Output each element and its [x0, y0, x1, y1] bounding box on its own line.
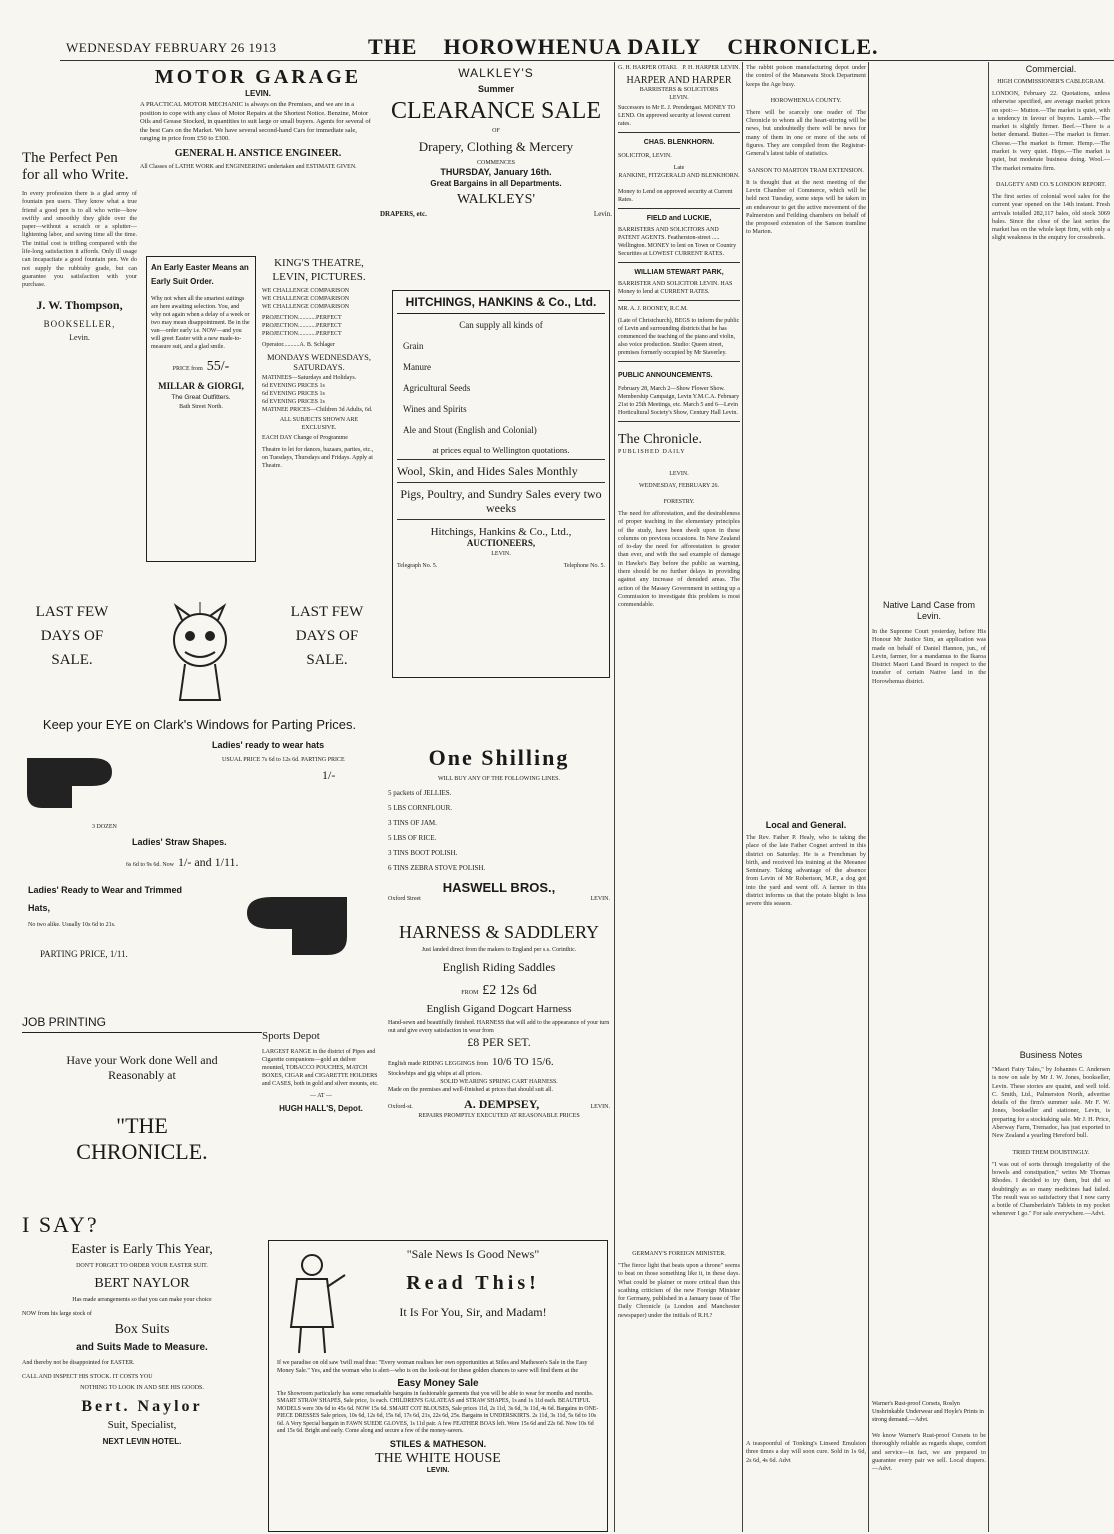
- harper-header-right: P. H. HARPER LEVIN.: [682, 65, 740, 71]
- harness-made: Made on the premises and well-finished at prices that should suit all.: [388, 1087, 553, 1093]
- garage-title: MOTOR GARAGE: [154, 66, 362, 88]
- garage-place: LEVIN.: [245, 89, 271, 98]
- business-notes-column: [992, 1050, 1110, 1532]
- garage-body: A PRACTICAL MOTOR MECHANIC is always on the Premises, and we are in a position to cope with any class of Motor Repairs at the Shortest Notice. Benzine, Motor Oils and Grease Stocked, in quantities to suit large or small buyers. Agents for several of the best Cars on the Market. We have several second-hand Cars for immediate sale, ranging in price from £50 to £300.: [140, 101, 371, 143]
- harness-signature: [388, 1097, 610, 1112]
- harness-leggings: English made RIDING LEGGINGS from: [388, 1061, 488, 1067]
- doubting-title: TRIED THEM DOUBTINGLY.: [1012, 1149, 1090, 1156]
- isay-title: I SAY?: [22, 1212, 99, 1237]
- motor-garage-ad: [140, 66, 376, 238]
- theatre-matinee-prices: MATINEE PRICES—Children 3d Adults, 6d.: [262, 407, 373, 413]
- wh-firm: STILES & MATHESON.: [389, 1439, 487, 1450]
- hitchings-item: Manure: [403, 362, 431, 372]
- hitchings-item: Agricultural Seeds: [403, 383, 471, 393]
- isay-arrangements: Has made arrangements so that you can make your choice: [72, 1297, 212, 1303]
- town-crier-illustration: [277, 1247, 347, 1357]
- chronicle-masthead-title: The Chronicle.: [618, 432, 702, 447]
- isay-suit: Suit, Specialist,: [107, 1419, 177, 1431]
- theatre-price: 6d EVENING PRICES 1s: [262, 399, 325, 405]
- theatre-projection: PROJECTION............PERFECT: [262, 315, 342, 321]
- isay-sign: Bert. Naylor: [81, 1398, 203, 1415]
- clarks-straw-now: 1/- and 1/11.: [178, 855, 239, 869]
- isay-name: BERT NAYLOR: [94, 1276, 190, 1291]
- isay-measure: and Suits Made to Measure.: [76, 1342, 208, 1353]
- theatre-price: 6d EVENING PRICES 1s: [262, 383, 325, 389]
- chronicle-masthead-place: LEVIN.: [669, 471, 689, 477]
- clearance-bargains: Great Bargains in all Departments.: [430, 179, 562, 188]
- isay-next: NEXT LEVIN HOTEL.: [102, 1437, 182, 1446]
- hitchings-telegraph: Telegraph No. 5.: [397, 563, 438, 569]
- clearance-goods: Drapery, Clothing & Mercery: [418, 139, 574, 154]
- business-notes-body: "Maori Fairy Tales," by Johannes C. Andersen is now on sale by Mr J. W. Jones, bookseller, Levin. These stories are quaint, and well told. C. Smith, Ltd., Palmerston North, advertise details of the firm's summer sale. Mr F. W. Jones, bookseller and stationer, Levin, is preparing for a stocktaking sale. Mr J. H. Price, Aberway Farm, Tremadoc, has just exported to New Zealand a yearling Hereford bull.: [992, 1066, 1110, 1140]
- title-name: HOROWHENUA DAILY: [443, 34, 702, 59]
- commercial-column: [992, 64, 1110, 684]
- harness-leggings-line: [388, 1052, 610, 1070]
- theatre-comparison: WE CHALLENGE COMPARISON: [262, 288, 350, 294]
- white-house-top: [277, 1247, 599, 1357]
- field-body: BARRISTERS AND SOLICITORS AND PATENT AGENTS. Featherston-street ..... Wellington. MONEY to lent on Town or Country Securities at LOWEST CURRENT RATES.: [618, 227, 737, 257]
- easter-suit-ad: [146, 256, 256, 562]
- clarks-dozen: 3 DOZEN: [92, 824, 117, 830]
- announcements-body: February 28, March 2—Show Flower Show. Membership Campaign, Levin Y.M.C.A. February 21st to 25th Meetings, etc. March 5 and 6—Levin Horticultural Society's Show, Century Hall Levin.: [618, 386, 740, 416]
- title-chronicle: CHRONICLE.: [727, 34, 879, 59]
- announcements-title: PUBLIC ANNOUNCEMENTS.: [618, 372, 713, 379]
- clearance-town: Levin.: [593, 210, 612, 218]
- shilling-title: One Shilling: [428, 745, 570, 770]
- blenkhorn-late: Late: [673, 165, 685, 171]
- clearance-shop: WALKLEYS': [457, 192, 535, 207]
- isay-nothing: NOTHING TO LOOK IN AND SEE HIS GOODS.: [80, 1385, 204, 1391]
- harper-body: Successors to Mr E. J. Prendergast. MONEY TO LEND. On approved security at lowest current rates.: [618, 105, 736, 127]
- garage-proprietor: GENERAL H. ANSTICE ENGINEER.: [174, 147, 342, 159]
- title-the: THE: [368, 34, 418, 59]
- shilling-line: 3 TINS BOOT POLISH.: [388, 849, 458, 857]
- commercial-title: Commercial.: [1025, 64, 1077, 74]
- hitchings-supply: Can supply all kinds of: [459, 320, 543, 330]
- sports-depot-ad: [262, 1030, 380, 1180]
- isay-easter: Easter is Early This Year,: [71, 1242, 213, 1257]
- theatre-operator: Operator...........A. B. Schlager: [262, 342, 335, 348]
- theatre-days: MONDAYS WEDNESDAYS, SATURDAYS.: [266, 352, 372, 372]
- theatre-comparison: WE CHALLENGE COMPARISON: [262, 304, 350, 310]
- job-printing-title: JOB PRINTING: [22, 1015, 262, 1033]
- theatre-price: 6d EVENING PRICES 1s: [262, 391, 325, 397]
- kings-theatre-ad: [262, 256, 376, 571]
- dalgety-title: DALGETY AND CO.'S LONDON REPORT.: [995, 181, 1107, 188]
- theatre-projection: PROJECTION............PERFECT: [262, 323, 342, 329]
- one-shilling-ad: [388, 745, 610, 920]
- easter-price-line: [151, 357, 251, 375]
- column-rule: [988, 62, 989, 1532]
- harness-price-line: [388, 981, 610, 999]
- isay-box: Box Suits: [114, 1322, 170, 1337]
- clearance-commences: COMMENCES: [476, 160, 515, 166]
- easter-price-label: PRICE from: [172, 366, 203, 372]
- harness-body: Hand-sewn and beautifully finished. HARNESS that will add to the appearance of your turn out and give every satisfaction in wear from: [388, 1020, 610, 1034]
- wh-easy: Easy Money Sale: [397, 1378, 479, 1389]
- harness-intro: Just landed direct from the makers to England per s.s. Corinthic.: [421, 947, 577, 953]
- clarks-straw-line: [126, 853, 377, 871]
- garage-footer: All Classes of LATHE WORK and ENGINEERING undertaken and ESTIMATE GIVEN.: [140, 163, 357, 170]
- germany-title: GERMANY'S FOREIGN MINISTER.: [632, 1251, 726, 1257]
- blenkhorn-title: CHAS. BLENKHORN.: [643, 139, 715, 146]
- wh-read: Read This!: [406, 1272, 540, 1294]
- forestry-title: FORESTRY.: [663, 499, 695, 505]
- divider: [397, 459, 605, 460]
- harper-header-left: G. H. HARPER OTAKI.: [618, 65, 678, 71]
- wh-details: The Showroom particularly has some remarkable bargains in fashionable garments that you will be able to wear for months and months. SMART STRAW SHAPES, Sale price, 1s each. CHILDREN'S GALATEAS and STRAW SHAPES, 1s and 1s 11d each. BEAUTIFUL MODELS were 30s 6d to 45s 6d. NOW 15s 6d. SMART COT BLOUSES, Sale prices 11d, 2s 11d, 3s 6d, 3s 11d, 4s 6d. Bargains in ONE-PIECE DRESSES Sale prices, 10s 6d, 12s 6d, 15s 6d, 17s 6d, 21s, 22s 6d, 25s. Bargains in UNDERSKIRTS. 2s 11d, 3s 11d, 5s 6d to 10s 6d. A Very Special bargain in FAWN SUEDE GLOVES, 1s 11d pair. A few FEATHER BOAS left. Were 15s 6d and 22s 6d. Now 10s 6d and 15s 6d. Bright and early. Come along and secure a few of the money-savers.: [277, 1391, 599, 1435]
- shilling-line: 5 LBS CORNFLOUR.: [388, 804, 452, 812]
- local-general-title: Local and General.: [765, 820, 847, 830]
- divider: [397, 519, 605, 520]
- shilling-address: [388, 895, 610, 903]
- native-land-title: Native Land Case from Levin.: [882, 600, 976, 621]
- chronicle-masthead-sub: PUBLISHED DAILY: [618, 449, 686, 455]
- hitchings-ad: [392, 290, 610, 678]
- theatre-title: KING'S THEATRE, LEVIN, PICTURES.: [272, 257, 366, 283]
- blenkhorn-firm: RANKINE, FITZGERALD AND BLENKHORN.: [618, 173, 740, 179]
- theatre-matinees: MATINEES—Saturdays and Holidays.: [262, 375, 357, 381]
- hitchings-title: HITCHINGS, HANKINS & Co., Ltd.: [397, 295, 605, 314]
- divider: [618, 300, 740, 301]
- native-land-body: In the Supreme Court yesterday, before His Honour Mr Justice Sim, an application was made on behalf of Daniel Hannon, jun., of Levin, farmer, for a mandamus to the Ikaroa District Maori Land Board in respect to the transfer of certain Native land in the Horowhenua district.: [872, 628, 986, 685]
- harness-solid: SOLID WEARING SPRING CART HARNESS.: [440, 1079, 558, 1085]
- wh-town: LEVIN.: [426, 1467, 450, 1475]
- clarks-hats-row: [22, 738, 377, 823]
- clarks-sale-ad: [22, 600, 377, 995]
- harness-town: LEVIN.: [590, 1104, 610, 1110]
- column-rule: [742, 62, 743, 1532]
- shilling-subtitle: WILL BUY ANY OF THE FOLLOWING LINES.: [437, 776, 561, 782]
- cat-illustration: [140, 600, 260, 710]
- hitchings-item: Ale and Stout (English and Colonial): [403, 425, 537, 435]
- shilling-lines: [388, 786, 610, 876]
- sports-shop: HUGH HALL'S, Depot.: [279, 1104, 363, 1113]
- warner-text: Warner's Rust-proof Corsets, Roslyn Unshrinkable Underwear and Hoyle's Prints in strong demand.—Advt.: [872, 1401, 984, 1423]
- harness-from: FROM: [461, 990, 479, 996]
- shilling-line: 3 TINS OF JAM.: [388, 819, 437, 827]
- warner-text-2: We know Warner's Rust-proof Corsets to be thoroughly reliable as regards shape, comfort and service—in fact, we are prepared to guarantee every pair we sell. Local drapers.—Advt.: [872, 1432, 986, 1473]
- harness-ad: [388, 922, 610, 1122]
- bert-naylor-ad: [22, 1212, 262, 1532]
- pen-place: Levin.: [69, 332, 90, 342]
- local-general-body: The Rev. Father P. Healy, who is taking the place of the late Father Cognet arrived in this district on Saturday. He is a Frenchman by birth, and received his training at the Meeanee Seminary. Taking advantage of the absence from Levin of Mr Robertson, M.P., a dog got into the yard and went off. A farmer in this district informs us that the potato blight is less severe this season.: [746, 834, 866, 908]
- white-house-head: [347, 1247, 599, 1357]
- pen-seller: J. W. Thompson,: [36, 297, 123, 312]
- business-notes-title: Business Notes: [1019, 1050, 1083, 1060]
- clearance-of: OF: [492, 128, 500, 134]
- rooney-body: (Late of Christchurch), BEGS to inform the public of Levin and surrounding districts that he has commenced the teaching of the piano and violin, also voice production. Studio: Queen street, premises formerly occupied by Mr Staverley.: [618, 318, 740, 356]
- dalgety-body: The first series of colonial wool sales for the current year opened on the 14th instant. Fresh arrivals totalled 282,117 bales, old stock 3069 bales. Since the close of the last series the market has on the whole kept firm, with only a slight weakness in the enquiry for crossbreds.: [992, 192, 1110, 242]
- clearance-name: WALKLEY'S: [458, 66, 534, 80]
- shilling-line: 5 packets of JELLIES.: [388, 789, 452, 797]
- clarks-trimmed-note: No two alike. Usually 10s 6d to 21s.: [28, 922, 116, 928]
- hitchings-items: [397, 336, 605, 441]
- easter-tagline: The Great Outfitters.: [171, 394, 231, 401]
- job-printing-body: Have your Work done Well and Reasonably at: [66, 1053, 218, 1082]
- shilling-line: 6 TINS ZEBRA STOVE POLISH.: [388, 864, 486, 872]
- harness-dogcart: English Gigand Dogcart Harness: [426, 1003, 572, 1015]
- clearance-date: THURSDAY, January 16th.: [440, 167, 552, 177]
- job-printing-paper: "THE CHRONICLE.: [76, 1113, 208, 1164]
- pen-role: BOOKSELLER,: [43, 318, 116, 329]
- germany-article: [618, 1250, 740, 1532]
- hitchings-phones: [397, 562, 605, 570]
- blenkhorn-role: SOLICITOR, LEVIN.: [618, 153, 672, 159]
- sanson-body: It is thought that at the next meeting of the Levin Chamber of Commerce, which will be held next Tuesday, some steps will be taken in an endeavour to get the active movement of the Palmerston and Feilding chambers on behalf of the proposed extension of the Sanson tramline to Marton.: [746, 178, 866, 236]
- clearance-sale-ad: [380, 66, 612, 271]
- hitchings-item: Grain: [403, 341, 424, 351]
- sports-at: — AT —: [310, 1093, 332, 1099]
- hitchings-auctioneers: AUCTIONEERS,: [466, 538, 536, 548]
- harness-saddles: English Riding Saddles: [442, 960, 556, 974]
- clearance-title: CLEARANCE SALE: [391, 98, 601, 124]
- shilling-street: Oxford Street: [388, 896, 421, 902]
- chronicle-masthead-date: WEDNESDAY, FEBRUARY 26.: [638, 483, 720, 489]
- harness-title: HARNESS & SADDLERY: [398, 922, 600, 942]
- cable-title: HIGH COMMISSIONER'S CABLEGRAM.: [997, 79, 1105, 85]
- easter-firm: MILLAR & GIORGI,: [158, 381, 244, 391]
- theatre-exclusive: ALL SUBJECTS SHOWN ARE EXCLUSIVE.: [279, 417, 359, 431]
- park-title: WILLIAM STEWART PARK,: [634, 269, 724, 276]
- theatre-projection: PROJECTION............PERFECT: [262, 331, 342, 337]
- isay-stock: NOW from his large stock of: [22, 1311, 92, 1317]
- pointing-hand-icon: [222, 877, 352, 967]
- clarks-hats-price: USUAL PRICE 7s 6d to 12s 6d. PARTING PRICE: [222, 757, 345, 763]
- sanson-title: SANSON TO MARTON TRAM EXTENSION.: [748, 167, 864, 174]
- local-general-article: [746, 820, 866, 1220]
- harness-leggings-price: 10/6 TO 15/6.: [491, 1056, 554, 1068]
- clearance-season: Summer: [477, 84, 514, 94]
- clarks-top: [22, 600, 377, 710]
- easter-heading: An Early Easter Means an Early Suit Order.: [151, 263, 249, 286]
- wh-name: THE WHITE HOUSE: [375, 1451, 501, 1467]
- harness-whips: Stockwhips and gig whips at all prices.: [388, 1071, 482, 1077]
- easter-price: 55/-: [206, 359, 230, 374]
- harness-name: A. DEMPSEY,: [464, 1097, 540, 1111]
- blenkhorn-body: Money to Lend on approved security at Current Rates.: [618, 189, 733, 203]
- harper-title: HARPER AND HARPER: [626, 75, 732, 86]
- clarks-eye: Keep your EYE on Clark's Windows for Parting Prices.: [42, 717, 357, 732]
- tonking-advert: [746, 1440, 866, 1532]
- clarks-straw: Ladies' Straw Shapes.: [132, 837, 227, 847]
- clarks-last-right: LAST FEW DAYS OF SALE.: [290, 604, 364, 668]
- clarks-hats: Ladies' ready to wear hats: [212, 740, 325, 750]
- field-title: FIELD and LUCKIE,: [646, 215, 712, 222]
- column-rule: [614, 62, 615, 1532]
- harness-repairs: REPAIRS PROMPTLY EXECUTED AT REASONABLE PRICES: [418, 1113, 580, 1119]
- wh-quote: "Sale News Is Good News": [406, 1247, 540, 1261]
- clearance-footer: [380, 210, 612, 218]
- easter-body: Why not when all the smartest suitings are here awaiting selection. You, and why not again when a delay of a week or two may mean disappointment. Be in the van—order early i.e. NOW—and you will greet Easter with a new made-to-measure suit, and a glad smile.: [151, 296, 250, 350]
- masthead: [0, 34, 1114, 60]
- column-four-top: [746, 64, 866, 564]
- park-body: BARRISTER AND SOLICITOR LEVIN. HAS Money to lend at CURRENT RATES.: [618, 281, 733, 295]
- sports-body: LARGEST RANGE in the district of Pipes and Cigarette companions—gold an dsilver mounted, TOBACCO POUCHES, MATCH BOXES, CIGAR and CIGARETTE HOLDERS and CASES, both in gold and silver mounts, etc.: [262, 1049, 379, 1087]
- commercial-body: LONDON, February 22. Quotations, unless otherwise specified, are average market prices on spot:— Mutton.—The market is quiet, with a tendency in favour of buyers. Lamb.—The market is slightly firmer. Beef.—There is a better demand. Butter.—The market is firmer. Cheese.—The market is firmer. Hemp.—The market is very quiet. Hops.—The market is quiet, but moderate business doing. Wool.—The market remains firm.: [992, 90, 1110, 172]
- column-rule: [868, 62, 869, 1532]
- divider: [618, 132, 740, 133]
- easter-street: Bath Street North.: [179, 404, 223, 410]
- clarks-hats-parting: 1/-: [322, 768, 336, 782]
- shilling-firm: HASWELL BROS.,: [442, 880, 556, 895]
- clarks-trimmed-parting: PARTING PRICE, 1/11.: [40, 949, 128, 959]
- harness-street: Oxford-st.: [388, 1104, 413, 1110]
- isay-call: CALL AND INSPECT HIS STOCK. IT COSTS YOU: [22, 1374, 153, 1380]
- hitchings-prices: at prices equal to Wellington quotations.: [432, 445, 570, 455]
- divider: [618, 208, 740, 209]
- horowhenua-title: HOROWHENUA COUNTY.: [770, 97, 842, 104]
- divider: [618, 262, 740, 263]
- shilling-town: LEVIN.: [590, 896, 610, 902]
- pen-headline: The Perfect Pen for all who Write.: [22, 150, 129, 183]
- hitchings-firm: Hitchings, Hankins & Co., Ltd.,: [430, 526, 572, 538]
- newspaper-title: [368, 34, 879, 60]
- wh-for-you: It Is For You, Sir, and Madam!: [399, 1305, 547, 1319]
- clarks-last-left: LAST FEW DAYS OF SALE.: [35, 604, 109, 668]
- professional-cards-column: [618, 64, 740, 1204]
- clarks-trimmed: Ladies' Ready to Wear and Trimmed Hats,: [28, 885, 183, 913]
- native-land-article: [872, 600, 986, 1050]
- germany-body: "The fierce light that beats upon a throne" seems to beat on those something like it, in these days. What could be plainer or more critical than this scathing criticism of the new Foreign Minister for Germany, published in a January issue of The Daily Chronicle (a London and Manchester newspaper) under the initials of R.H.?: [618, 1262, 740, 1319]
- clearance-trade: DRAPERS, etc.: [380, 210, 427, 218]
- divider: [618, 421, 740, 422]
- wh-body: If we paradise on old saw 'twill read thus: "Every woman realises her own opportunities at Stiles and Matheson's Sale in the Easy Money Sale." Yes, and the woman who is alert—who is on the look-out for these golden chances to save will find them at the: [277, 1360, 588, 1374]
- hitchings-item: Wines and Spirits: [403, 404, 467, 414]
- harper-role: BARRISTERS & SOLICITORS: [639, 87, 719, 93]
- rabbit-paragraph: The rabbit poison manufacturing depot under the control of the Manawatu Stock Department keeps the Age busy.: [746, 64, 866, 88]
- harper-header: [618, 64, 740, 72]
- hitchings-pigs: Pigs, Poultry, and Sundry Sales every two weeks: [400, 487, 602, 515]
- harper-place: LEVIN.: [669, 95, 689, 101]
- harness-per-set: £8 PER SET.: [467, 1035, 531, 1049]
- divider: [618, 361, 740, 362]
- clarks-trimmed-row: [22, 877, 377, 977]
- isay-disappointed: And thereby not be disappointed for EASTER.: [22, 1360, 135, 1366]
- divider: [397, 482, 605, 483]
- horowhenua-body: There will be scarcely one reader of The Chronicle to whom all the heart-stirring will be news, but undoubtedly there will be news for many of them in one or more of the sets of figures. They are compiled from the Registrar-General's latest table of statistics.: [746, 108, 866, 158]
- theatre-comparison: WE CHALLENGE COMPARISON: [262, 296, 350, 302]
- shilling-line: 5 LBS OF RICE.: [388, 834, 437, 842]
- hitchings-telephone: Telephone No. 5.: [563, 563, 605, 569]
- hitchings-wool: Wool, Skin, and Hides Sales Monthly: [397, 464, 578, 478]
- sports-title: Sports Depot: [262, 1030, 320, 1042]
- isay-dont-forget: DON'T FORGET TO ORDER YOUR EASTER SUIT.: [76, 1263, 208, 1269]
- theatre-footer: Theatre to let for dances, bazaars, parties, etc., on Tuesdays, Thursdays and Fridays. Apply at Theatre.: [262, 447, 374, 469]
- tonking-text: A teaspoonful of Tonking's Linseed Emulsion three times a day will soon cure. Sold in 1s 6d, 2s 6d, 4s 6d. Advt: [746, 1440, 866, 1464]
- job-printing-ad: [22, 1015, 262, 1195]
- doubting-body: "I was out of sorts through irregularity of the bowels and constipation," writes Mr Thomas Rhodes. I decided to try them, but did so doubtingly as so many medicines had failed. The result was so satisfactory that I now carry a bottle of Chamberlain's Tablets in my pocket whenever I go." For sale everywhere.—Advt.: [992, 1160, 1110, 1218]
- pointing-hand-icon: [22, 738, 117, 818]
- theatre-change: EACH DAY Change of Programme: [262, 435, 348, 441]
- pen-ad: [22, 150, 137, 500]
- clarks-straw-price: 6s 6d to 9s 6d. Now: [126, 862, 175, 868]
- forestry-body: The need for afforestation, and the desirableness of proper teaching in the elementary principles of the study, have been dwelt upon in these columns on previous occasions. In New Zealand of to-day the need for afforestation is greater than ever, and with the sad example of damage in Hawke's Bay before the public as warning, there should be no further delays in providing against any increase of denuded areas. The action of the Massey Government in setting up a Commission to investigate this problem is most commendable.: [618, 510, 740, 609]
- harness-price: £2 12s 6d: [482, 983, 537, 998]
- hitchings-town: LEVIN.: [491, 551, 511, 557]
- rooney-title: MR. A. J. ROONEY, R.C.M.: [618, 306, 688, 312]
- white-house-ad: [268, 1240, 608, 1532]
- issue-date: WEDNESDAY FEBRUARY 26 1913: [66, 40, 277, 55]
- pen-body: In every profession there is a glad army of fountain pen users. They know what a true friend a good pen is to all who write—how swiftly and smoothly they glide over the paper—without a scratch or a splutter—lightening labor, and saving time all the time. The initial cost is trifling compared with the life-long satisfaction it affords. Only ill usage can incapacitate a good fountain pen. We do not supply the rubbishy grade, but can guarantee you satisfaction with your purchase.: [22, 190, 137, 289]
- warners-advert: [872, 1400, 986, 1532]
- masthead-rule: [60, 60, 1114, 61]
